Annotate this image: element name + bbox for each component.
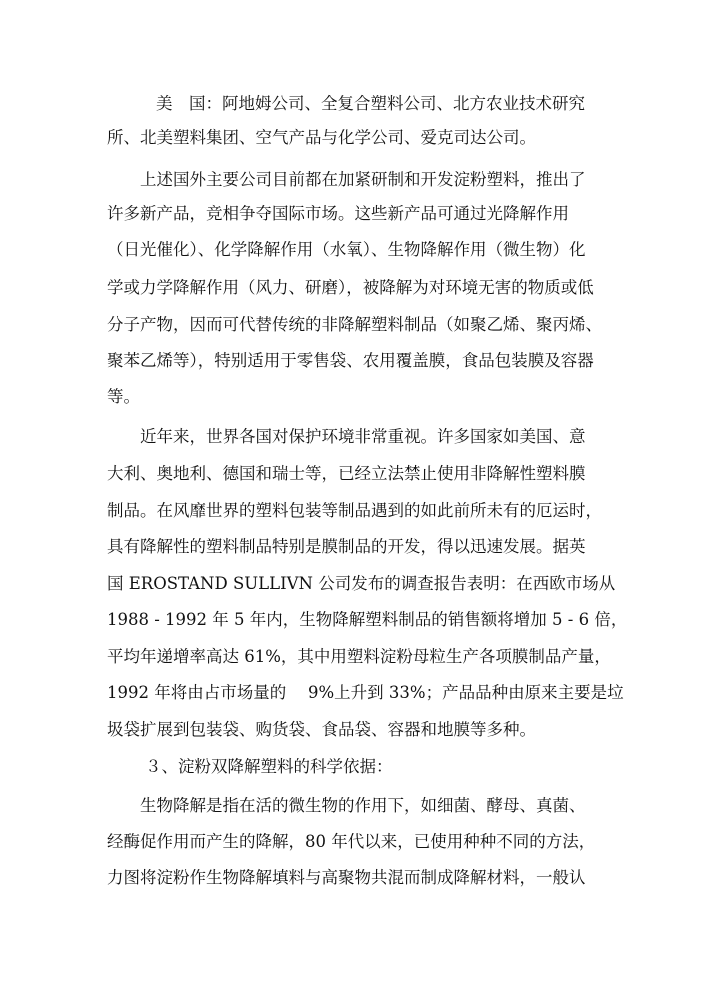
text-line: 分子产物，因而可代替传统的非降解塑料制品（如聚乙烯、聚丙烯、 <box>107 315 602 334</box>
text-line: 经酶促作用而产生的降解，80 年代以来，已使用种种不同的方法， <box>107 832 596 851</box>
text-line: 国 EROSTAND SULLIVN 公司发布的调查报告表明：在西欧市场从 <box>107 574 616 593</box>
text-line: 1992 年将由占市场量的 9%上升到 33%；产品品种由原来主要是垃 <box>107 683 624 702</box>
text-line: 学或力学降解作用（风力、研磨），被降解为对环境无害的物质或低 <box>107 278 594 297</box>
text-line: 近年来，世界各国对保护环境非常重视。许多国家如美国、意 <box>140 427 586 446</box>
text-line: （日光催化）、化学降解作用（水氧）、生物降解作用（微生物）化 <box>107 240 586 259</box>
text-line: 美 国：阿地姆公司、全复合塑料公司、北方农业技术研究 <box>156 94 585 113</box>
text-line: 平均年递增率高达 61%，其中用塑料淀粉母粒生产各项膜制品产量， <box>107 647 611 666</box>
section-heading: ３、淀粉双降解塑料的科学依据： <box>145 757 393 776</box>
text-line: 所、北美塑料集团、空气产品与化学公司、爱克司达公司。 <box>107 128 536 147</box>
text-line: 具有降解性的塑料制品特别是膜制品的开发，得以迅速发展。据英 <box>107 537 586 556</box>
text-line: 1988 - 1992 年 5 年内，生物降解塑料制品的销售额将增加 5 - 6 倍， <box>107 610 628 629</box>
text-line: 等。 <box>107 387 140 406</box>
text-line: 力图将淀粉作生物降解填料与高聚物共混而制成降解材料，一般认 <box>107 868 586 887</box>
text-line: 许多新产品，竞相争夺国际市场。这些新产品可通过光降解作用 <box>107 204 569 223</box>
text-line: 生物降解是指在活的微生物的作用下，如细菌、酵母、真菌、 <box>140 796 586 815</box>
text-line: 大利、奥地利、德国和瑞士等，已经立法禁止使用非降解性塑料膜 <box>107 464 586 483</box>
text-line: 上述国外主要公司目前都在加紧研制和开发淀粉塑料，推出了 <box>140 170 586 189</box>
text-line: 制品。在风靡世界的塑料包装等制品遇到的如此前所未有的厄运时， <box>107 501 602 520</box>
text-line: 圾袋扩展到包装袋、购货袋、食品袋、容器和地膜等多种。 <box>107 720 536 739</box>
text-line: 聚苯乙烯等），特别适用于零售袋、农用覆盖膜，食品包装膜及容器 <box>107 351 594 370</box>
